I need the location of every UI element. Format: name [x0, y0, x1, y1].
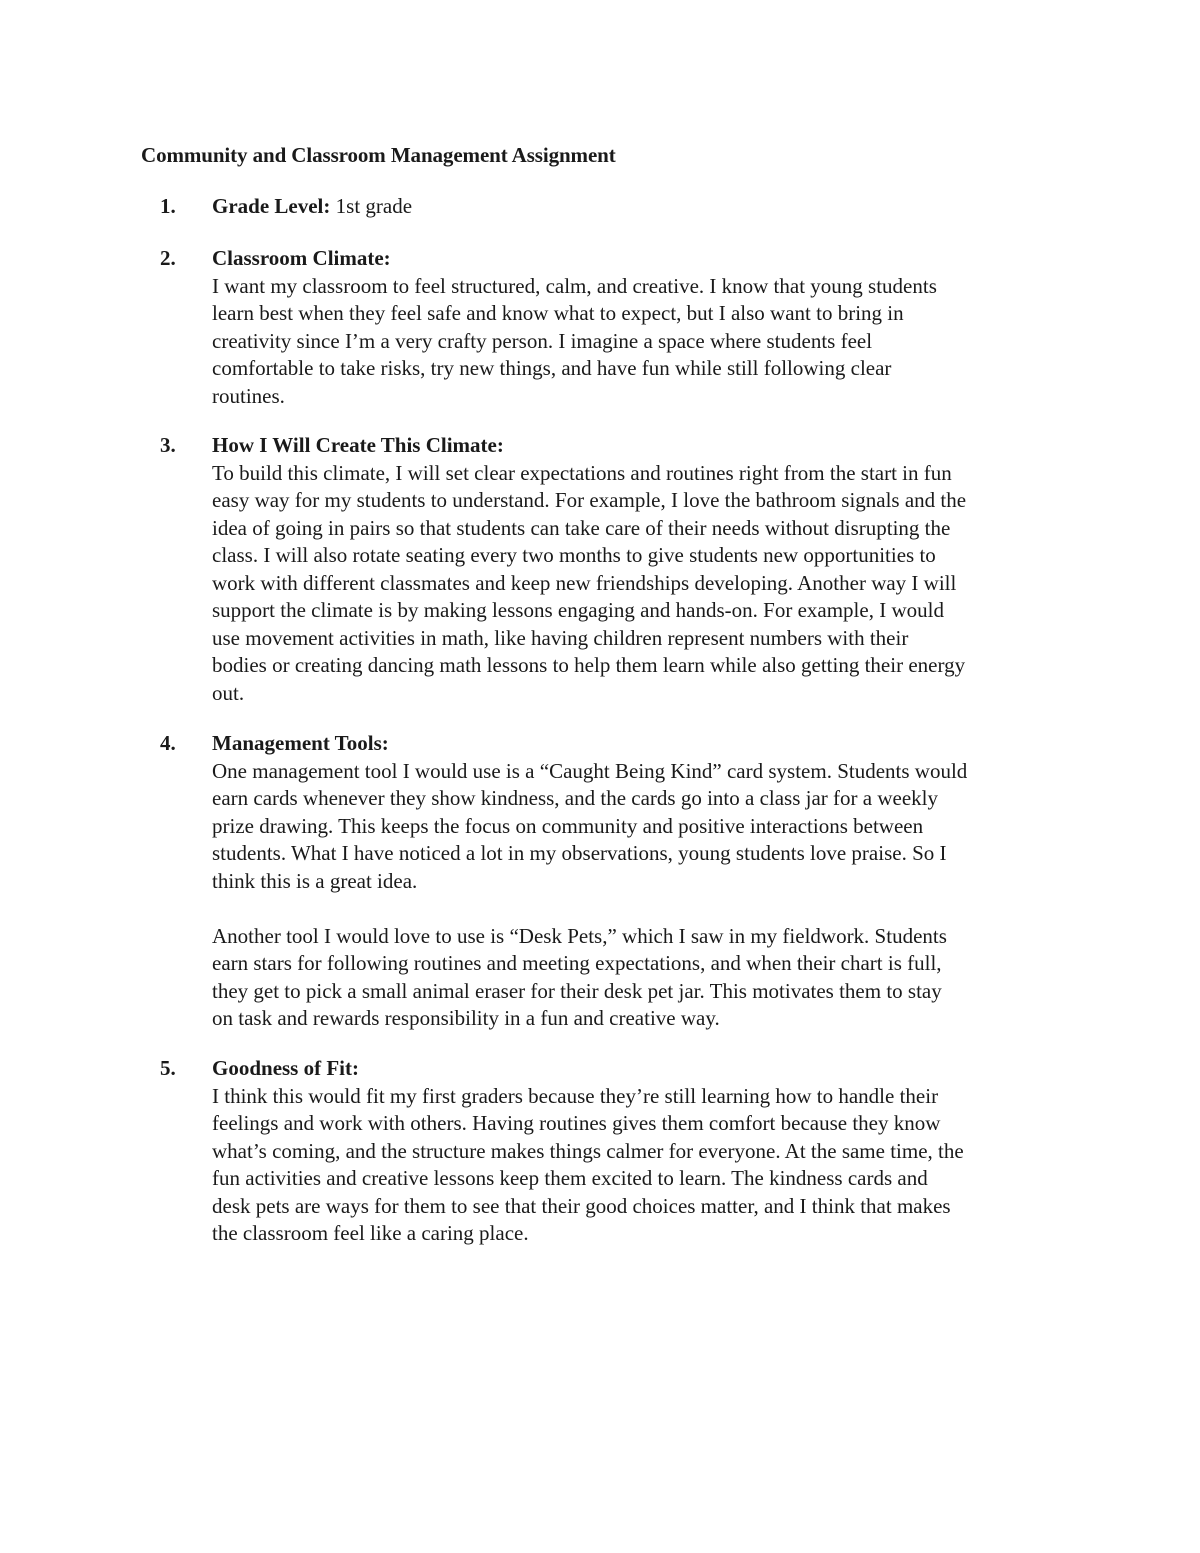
item-paragraph — [212, 273, 1062, 411]
text-line: I want my classroom to feel structured, calm, and creative. I know that young students — [212, 273, 937, 298]
text-line: creativity since I’m a very crafty person. I imagine a space where students feel — [212, 328, 873, 353]
item-number: 5. — [160, 1056, 176, 1080]
item-heading: Classroom Climate: — [212, 246, 391, 270]
item-number: 1. — [160, 194, 176, 218]
item-paragraph — [212, 460, 1062, 708]
text-line: comfortable to take risks, try new things, and have fun while still following clear — [212, 356, 892, 380]
item-heading: Goodness of Fit: — [212, 1056, 359, 1080]
item-heading: Management Tools: — [212, 731, 389, 755]
text-line: Another tool I would love to use is “Desk Pets,” which I saw in my fieldwork. Students — [212, 923, 947, 948]
text-line: I think this would fit my first graders because they’re still learning how to handle their — [212, 1083, 939, 1108]
text-line: the classroom feel like a caring place. — [212, 1221, 529, 1245]
text-line: learn best when they feel safe and know what to expect, but I also want to bring in — [212, 301, 904, 325]
text-line: out. — [212, 680, 245, 705]
item-heading: Grade Level: — [212, 194, 331, 218]
text-line: think this is a great idea. — [212, 868, 418, 893]
text-line: easy way for my students to understand. For example, I love the bathroom signals and the — [212, 488, 967, 512]
item-body — [212, 730, 1062, 1033]
item-body — [212, 245, 1062, 410]
item-inline-value: 1st grade — [330, 194, 413, 218]
text-line: routines. — [212, 383, 285, 408]
item-body — [212, 193, 1062, 221]
item-paragraph — [212, 1083, 1062, 1248]
text-line: fun activities and creative lessons keep them excited to learn. The kindness cards and — [212, 1166, 928, 1190]
text-line: To build this climate, I will set clear expectations and routines right from the start in fun — [212, 460, 952, 485]
item-paragraph — [212, 758, 1062, 896]
text-line: what’s coming, and the structure makes things calmer for everyone. At the same time, the — [212, 1138, 964, 1163]
text-line: bodies or creating dancing math lessons to help them learn while also getting their energy — [212, 653, 966, 677]
text-line: idea of going in pairs so that students can take care of their needs without disrupting the — [212, 515, 951, 540]
text-line: earn cards whenever they show kindness, and the cards go into a class jar for a weekly — [212, 786, 938, 810]
item-paragraph — [212, 923, 1062, 1033]
document-title: Community and Classroom Management Assignment — [141, 143, 616, 167]
text-line: use movement activities in math, like having children represent numbers with their — [212, 625, 909, 650]
text-line: feelings and work with others. Having routines gives them comfort because they know — [212, 1111, 941, 1135]
text-line: on task and rewards responsibility in a fun and creative way. — [212, 1006, 720, 1030]
item-body — [212, 1055, 1062, 1248]
text-line: One management tool I would use is a “Caught Being Kind” card system. Students would — [212, 758, 968, 783]
item-heading: How I Will Create This Climate: — [212, 433, 504, 457]
item-number: 2. — [160, 246, 176, 270]
text-line: class. I will also rotate seating every two months to give students new opportunities to — [212, 543, 936, 567]
item-body — [212, 432, 1062, 707]
text-line: work with different classmates and keep new friendships developing. Another way I will — [212, 570, 957, 595]
item-number: 4. — [160, 731, 176, 755]
text-line: they get to pick a small animal eraser for their desk pet jar. This motivates them to stay — [212, 978, 942, 1003]
text-line: desk pets are ways for them to see that their good choices matter, and I think that makes — [212, 1193, 951, 1218]
text-line: earn stars for following routines and meeting expectations, and when their chart is full, — [212, 951, 942, 975]
item-number: 3. — [160, 433, 176, 457]
text-line: support the climate is by making lessons engaging and hands-on. For example, I would — [212, 598, 944, 622]
text-line: students. What I have noticed a lot in my observations, young students love praise. So I — [212, 841, 947, 865]
text-line: prize drawing. This keeps the focus on community and positive interactions between — [212, 813, 924, 838]
